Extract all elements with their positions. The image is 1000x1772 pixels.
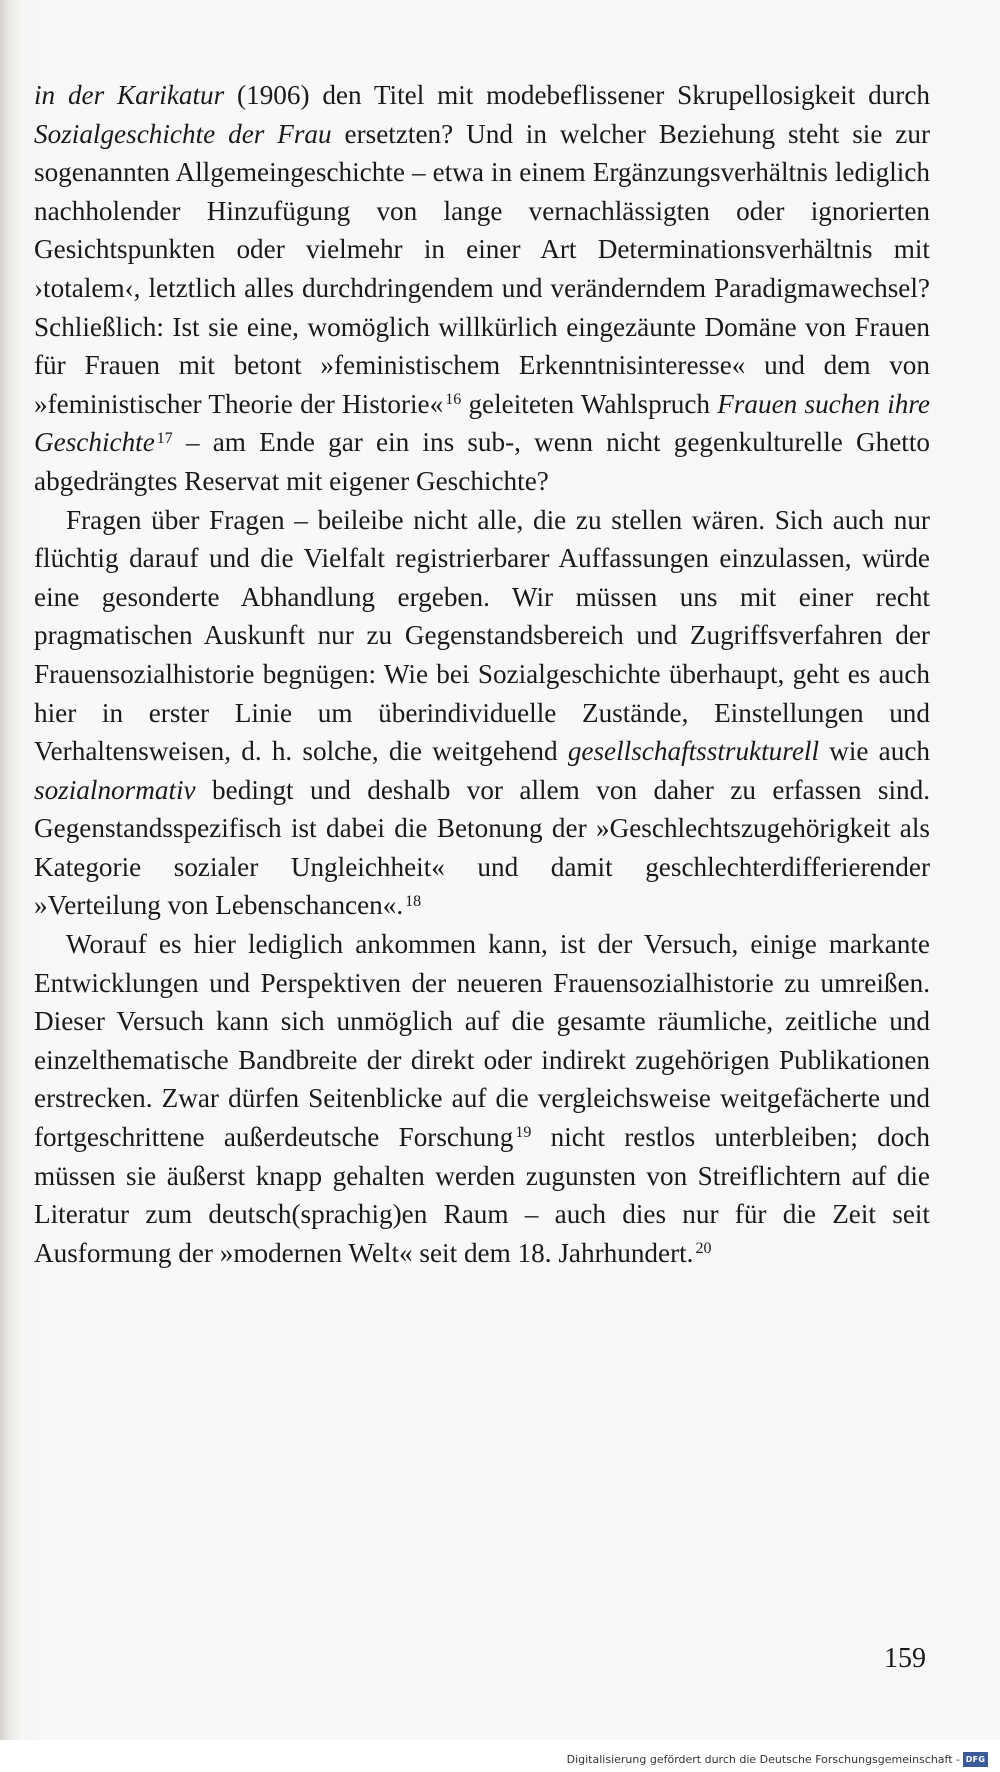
text-segment: nicht restlos unterbleiben; doch müssen sie äußerst knapp gehalten werden zugunsten von Streiflichtern auf die Literatur zum deutsch(sprachig)en Raum – auch dies nur für die Zeit seit Ausformung der »modernen Welt« seit dem 18. Jahrhundert. — [34, 1122, 930, 1268]
digitization-credit: Digitalisierung gefördert durch die Deutsche Forschungsgemeinschaft - — [566, 1753, 960, 1766]
footnote-reference: 19 — [515, 1124, 532, 1142]
italic-text: Sozialgeschichte der Frau — [34, 118, 332, 149]
paragraph — [34, 501, 930, 926]
body-text — [34, 76, 930, 1272]
text-segment: Fragen über Fragen – beileibe nicht alle, die zu stellen wären. Sich auch nur flüchtig darauf und die Vielfalt registrierbarer Auffassungen einzulassen, würde eine gesonderte Abhandlung ergeben. Wir müssen uns mit einer recht pragmatischen Auskunft nur zu Gegenstandsbereich und Zugriffsverfahren der Frauensozialhistorie begnügen: Wie bei Sozialgeschichte überhaupt, geht es auch hier in erster Linie um überindividuelle Zustände, Einstellungen und Verhaltensweisen, d. h. solche, die weitgehend — [34, 504, 930, 767]
page-number: 159 — [884, 1643, 926, 1674]
footnote-reference: 20 — [695, 1240, 712, 1258]
footnote-reference: 18 — [405, 892, 422, 910]
text-segment: – am Ende gar ein ins sub-, wenn nicht gegenkulturelle Ghetto abgedrängtes Reservat mit eigener Geschichte? — [34, 427, 930, 496]
italic-text: gesellschaftsstrukturell — [567, 736, 820, 767]
footnote-reference: 16 — [445, 390, 462, 408]
text-segment: (1906) den Titel mit modebeflissener Skrupellosigkeit durch — [224, 80, 931, 110]
text-segment: bedingt und deshalb vor allem von daher zu erfassen sind. Gegenstandsspezifisch ist dabei die Betonung der »Geschlechtszugehörigkeit als Kategorie sozialer Ungleichheit« und damit geschlechterdifferierender »Verteilung von Lebenschancen«. — [34, 774, 930, 921]
text-segment: wie auch — [819, 736, 931, 767]
paragraph — [34, 925, 930, 1272]
dfg-logo: DFG — [963, 1752, 988, 1767]
text-segment: ersetzten? Und in welcher Beziehung steht sie zur sogenannten Allgemeingeschichte – etwa in einem Ergänzungsverhältnis lediglich nachholender Hinzufügung von lange vernachlässigten oder ignorierten Gesichtspunkten oder vielmehr in einer Art Determinationsverhältnis mit ›totalem‹, letztlich alles durchdringendem und veränderndem Paradigmawechsel? Schließlich: Ist sie eine, womöglich willkürlich eingezäunte Domäne von Frauen für Frauen mit betont »feministischem Erkenntnisinteresse« und dem von »feministischer Theorie der Historie« — [34, 118, 931, 419]
footnote-reference: 17 — [156, 429, 173, 447]
italic-text: sozialnormativ — [34, 774, 196, 805]
paragraph — [34, 76, 930, 501]
text-segment: Worauf es hier lediglich ankommen kann, ist der Versuch, einige markante Entwicklungen und Perspektiven der neueren Frauensozialhistorie zu umreißen. Dieser Versuch kann sich unmöglich auf die gesamte räumliche, zeitliche und einzelthematische Bandbreite der direkt oder indirekt zugehörigen Publikationen erstrecken. Zwar dürfen Seitenblicke auf die vergleichsweise weitgefächerte und fortgeschrittene außerdeutsche Forschung — [34, 929, 930, 1153]
italic-text: Frauen suchen ihre Geschichte — [34, 388, 930, 458]
italic-text: in der Karikatur — [34, 80, 225, 110]
text-segment: geleiteten Wahlspruch — [461, 388, 718, 419]
